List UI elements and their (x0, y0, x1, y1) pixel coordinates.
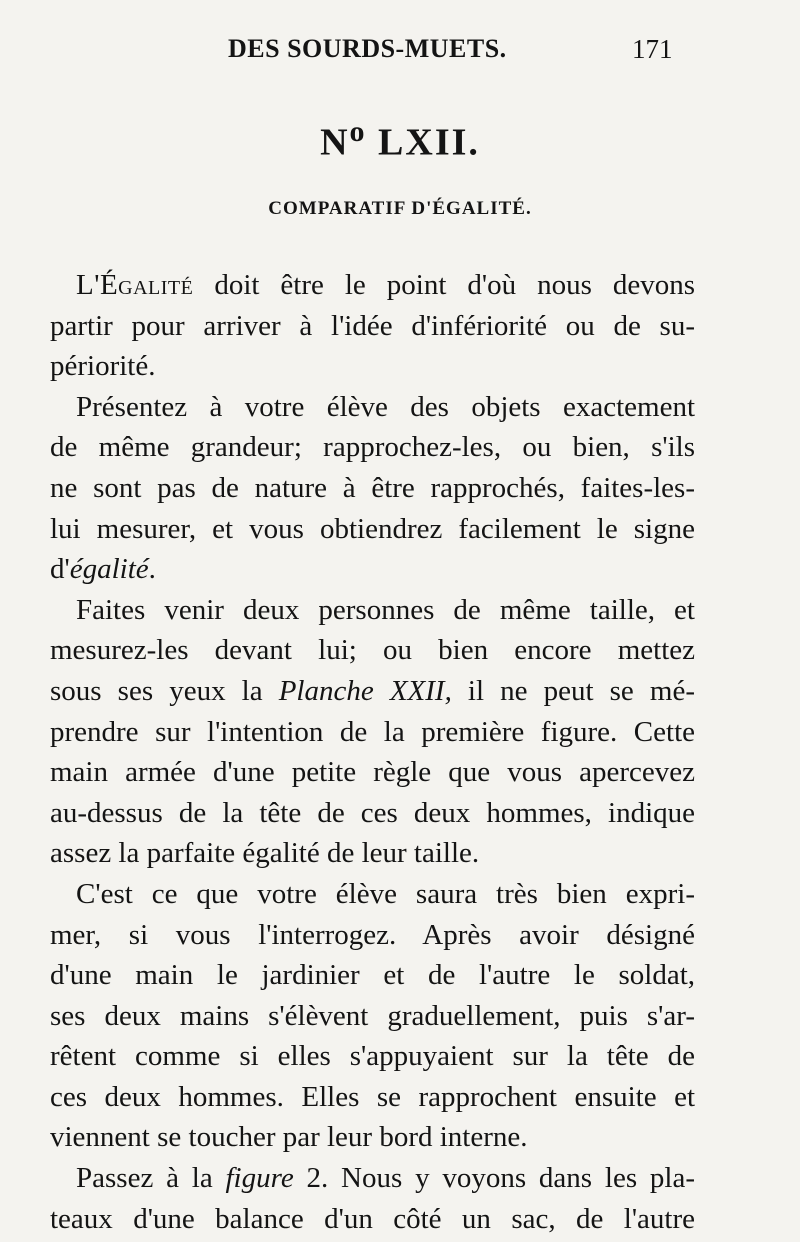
text-line: de même grandeur; rapprochez-les, ou bien, s'ils (50, 431, 695, 464)
italic-term: égalité (69, 553, 149, 586)
text-line (50, 549, 695, 590)
text-line: main armée d'une petite règle que vous apercevez (50, 756, 695, 789)
text-line (50, 265, 695, 306)
body-text (50, 265, 695, 1239)
heading-sup: o (349, 115, 367, 148)
text-line: prendre sur l'intention de la première figure. Cette (50, 715, 695, 748)
text-line: teaux d'une balance d'un côté un sac, de l'autre (50, 1202, 695, 1235)
page-number: 171 (632, 34, 673, 64)
italic-term: figure (225, 1162, 294, 1195)
text-line: ses deux mains s'élèvent graduellement, puis s'ar- (50, 999, 695, 1032)
text-line: lui mesurer, et vous obtiendrez facilement le signe (50, 512, 695, 545)
section-heading (0, 115, 800, 165)
text-line (50, 1158, 695, 1199)
text-line: mer, si vous l'interrogez. Après avoir désigné (50, 918, 695, 951)
text-line (50, 671, 695, 712)
line-text: . (148, 553, 156, 586)
line-text: 2. Nous y voyons dans les pla- (293, 1162, 695, 1195)
text-line: Faites venir deux personnes de même taille, et (76, 593, 695, 626)
text-line: ces deux hommes. Elles se rapprochent ensuite et (50, 1080, 695, 1113)
section-subheading: COMPARATIF D'ÉGALITÉ. (268, 198, 532, 219)
running-head-title: DES SOURDS-MUETS. (228, 34, 507, 63)
text-line: Présentez à votre élève des objets exactement (76, 390, 695, 423)
text-line: d'une main le jardinier et de l'autre le soldat, (50, 959, 695, 992)
text-line: partir pour arriver à l'idée d'infériorité ou de su- (50, 309, 695, 342)
text-line: au-dessus de la tête de ces deux hommes, indique (50, 796, 695, 829)
text-line: périorité. (50, 350, 156, 383)
line-text: sous ses yeux la (50, 674, 279, 707)
text-line: ne sont pas de nature à être rapprochés, faites-les- (50, 471, 695, 504)
lead-word: L'Égalité (76, 269, 194, 301)
text-line: rêtent comme si elles s'appuyaient sur la tête de (50, 1040, 695, 1073)
heading-prefix: N (320, 121, 350, 164)
text-line: mesurez-les devant lui; ou bien encore mettez (50, 634, 695, 667)
italic-term: Planche XXII, (278, 674, 452, 707)
heading-number: LXII. (366, 121, 480, 164)
text-line: assez la parfaite égalité de leur taille. (50, 837, 480, 870)
text-line: viennent se toucher par leur bord interne. (50, 1121, 528, 1154)
line-text: il ne peut se mé- (451, 674, 695, 707)
line-text: Passez à la (76, 1162, 226, 1195)
running-head (0, 26, 800, 66)
line-text: doit être le point d'où nous devons (193, 269, 695, 301)
text-line: C'est ce que votre élève saura très bien expri- (76, 877, 695, 910)
line-text: d' (50, 553, 70, 586)
